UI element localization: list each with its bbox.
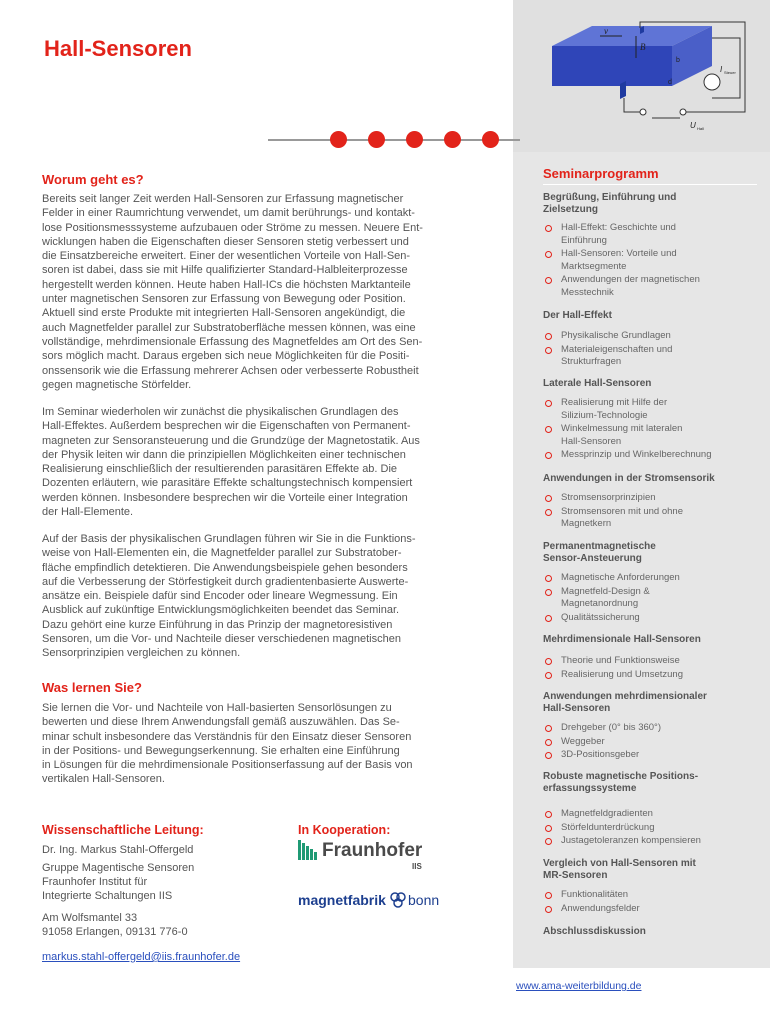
item-line: Physikalische Grundlagen — [561, 330, 671, 341]
text-line: lose Positionsmesssysteme aufzubauen oder Ströme zu messen. Neuere Ent- — [42, 221, 423, 234]
text-line: Hall-Effektes. Außerdem besprechen wir die Eigenschaften von Permanent- — [42, 420, 411, 433]
text-line: Dozenten erläutern, wie parasitäre Effekte schaltungstechnisch kompensiert — [42, 477, 413, 490]
program-item-list — [545, 397, 745, 463]
item-line: Qualitätssicherung — [561, 611, 640, 623]
item-line: Magnetkern — [561, 518, 612, 529]
program-section-heading — [543, 378, 743, 390]
fraunhofer-iis: IIS — [412, 862, 422, 871]
item-line: Realisierung und Umsetzung — [561, 668, 683, 680]
item-line: Realisierung mit Hilfe der — [561, 397, 668, 408]
item-line: Materialeigenschaften und — [561, 343, 673, 355]
text-line: Gruppe Magentische Sensoren — [42, 862, 195, 874]
program-section-heading — [543, 634, 743, 646]
text-line: die Einsatzbereiche erweitert. Einer der wesentlichen Vorteile von Hall-Sen- — [42, 250, 411, 263]
text-line: magneten zur Sensoransteuerung und die Grundzüge der Magnetostatik. Aus — [42, 434, 420, 447]
text-line: wicklungen haben die Eigenschaften dieser Sensoren stetig verbessert und — [42, 235, 409, 248]
program-item — [545, 655, 745, 668]
voltage-sub: Hall — [697, 126, 704, 131]
heading-line: Permanentmagnetische — [543, 541, 656, 552]
item-line: Stromsensoren mit und ohne — [561, 505, 683, 517]
paragraph-lernen — [42, 701, 482, 787]
kooperation-title: In Kooperation: — [298, 823, 391, 837]
text-line: Sensorprinzipien vergleichen zu können. — [42, 647, 241, 660]
text-line: fläche empfindlich detektieren. Die Anwendungsbeispiele gehen besonders — [42, 561, 408, 574]
program-section-heading — [543, 310, 743, 322]
text-line: weise von Hall-Elementen ein, die Magnetfelder parallel zur Substratober- — [42, 547, 402, 560]
text-line: Fraunhofer Institut für — [42, 876, 148, 888]
text-line: Ausblick auf zukünftige Entwicklungsmöglichkeiten beendet das Seminar. — [42, 604, 400, 617]
velocity-label: v — [604, 26, 608, 36]
item-line: Theorie und Funktionsweise — [561, 655, 680, 666]
paragraph-basis — [42, 532, 482, 661]
current-source — [704, 74, 720, 90]
contact-left — [620, 81, 626, 99]
program-item-list — [545, 889, 745, 916]
heading-line: Zielsetzung — [543, 204, 599, 215]
program-item — [545, 586, 745, 611]
bonn-wordmark: bonn — [408, 892, 440, 908]
program-section-heading — [543, 473, 743, 485]
program-item — [545, 274, 745, 299]
program-section-heading — [543, 926, 743, 938]
dot-5 — [482, 131, 499, 148]
item-line: Winkelmessung mit lateralen — [561, 423, 683, 434]
program-item — [545, 397, 745, 422]
heading-line: Robuste magnetische Positions- — [543, 771, 699, 782]
current-label: I — [720, 65, 723, 74]
sensor-plate-front — [552, 46, 672, 86]
d-dimension: d — [668, 79, 672, 86]
text-line: vollständige, mehrdimensionale Erfassung des Magnetfeldes am Ort des Sen- — [42, 335, 423, 348]
text-line: 91058 Erlangen, 09131 776-0 — [42, 926, 188, 938]
item-line: Magnetfeld-Design & — [561, 585, 650, 597]
text-line: werden können. Insbesondere besprechen wir die Vorteile einer Integration — [42, 491, 408, 504]
text-line: Auf der Basis der physikalischen Grundlagen führen wir Sie in die Funktions- — [42, 533, 416, 545]
text-line: auch Magnetfelder parallel zur Substratoberfläche messen können, was eine — [42, 321, 416, 334]
heading-line: Anwendungen in der Stromsensorik — [543, 473, 715, 484]
item-line: Anwendungen der magnetischen — [561, 274, 700, 285]
program-item — [545, 506, 745, 531]
heading-line: Vergleich von Hall-Sensoren mit — [543, 858, 696, 869]
text-line: Felder in einer Raumrichtung verwendet, um damit berührungs- und kontakt- — [42, 207, 415, 220]
item-line: Hall-Sensoren: Vorteile und — [561, 248, 677, 259]
text-line: Im Seminar wiederholen wir zunächst die physikalischen Grundlagen des — [42, 406, 399, 418]
text-line: gegen magnetische Störfelder. — [42, 378, 192, 391]
voltage-label: U — [690, 121, 696, 130]
program-item-list — [545, 492, 745, 532]
program-item — [545, 889, 745, 902]
dot-4 — [444, 131, 461, 148]
decorative-dots — [0, 128, 770, 152]
program-item-list — [545, 808, 745, 849]
item-line: Funktionalitäten — [561, 889, 629, 900]
item-line: Hall-Sensoren — [561, 435, 622, 447]
text-line: der Hall-Elemente. — [42, 506, 134, 519]
program-item — [545, 903, 745, 916]
paragraph-intro — [42, 192, 482, 392]
text-line: in der Positions- und Bewegungserkennung. Sie erhalten eine Einführung — [42, 744, 400, 757]
fraunhofer-wordmark: Fraunhofer — [322, 840, 423, 861]
item-line: Strukturfragen — [561, 356, 622, 367]
heading-line: Abschlussdiskussion — [543, 926, 646, 937]
program-item — [545, 330, 745, 343]
item-line: Marktsegmente — [561, 260, 627, 272]
text-line: hergestellt werden können. Heute haben Hall-ICs die höchsten Marktanteile — [42, 278, 411, 291]
text-line: Sensoren, um die Vor- und Nachteile dieser verschiedenen magnetischen — [42, 633, 401, 646]
text-line: unter magnetischen Sensoren zur Erfassung von Bewegung oder Position. — [42, 293, 406, 306]
b-field-label: B — [640, 42, 646, 52]
fraunhofer-logo — [298, 840, 428, 874]
heading-line: MR-Sensoren — [543, 870, 608, 881]
heading-line: Mehrdimensionale Hall-Sensoren — [543, 634, 701, 645]
magnet-knot-icon — [390, 892, 406, 908]
program-item — [545, 612, 745, 625]
program-item — [545, 572, 745, 585]
heading-line: Hall-Sensoren — [543, 703, 611, 714]
item-line: Magnetfeldgradienten — [561, 808, 653, 819]
program-section-heading — [543, 192, 743, 216]
text-line: Realisierung einschließlich der resultierenden parasitären Effekte ab. Die — [42, 463, 398, 476]
program-item — [545, 669, 745, 682]
text-line: bewerten und diese Ihrem Anwendungsfall gemäß auszuwählen. Das Se- — [42, 716, 400, 729]
program-title: Seminarprogramm — [543, 166, 659, 181]
text-line: der Physik leiten wir dann die prinzipiellen Möglichkeiten einer technischen — [42, 448, 406, 461]
text-line: Aktuell sind erste Produkte mit integrierten Hall-Sensoren angekündigt, die — [42, 307, 406, 320]
heading-line: Der Hall-Effekt — [543, 310, 612, 321]
heading-line: erfassungssysteme — [543, 783, 637, 794]
item-line: Messprinzip und Winkelberechnung — [561, 449, 712, 460]
hall-effect-diagram — [540, 18, 750, 136]
text-line: Integrierte Schaltungen IIS — [42, 890, 173, 902]
section-title-worum: Worum geht es? — [42, 172, 144, 187]
leitung-organization — [42, 861, 194, 903]
program-item — [545, 423, 745, 448]
program-section-heading — [543, 858, 743, 882]
item-line: Weggeber — [561, 735, 605, 747]
item-line: Silizium-Technologie — [561, 409, 648, 421]
text-line: minar schult insbesondere das Verständnis für den Einsatz dieser Sensoren — [42, 730, 412, 743]
page-title: Hall-Sensoren — [44, 36, 192, 61]
program-section-heading — [543, 691, 743, 715]
program-item — [545, 808, 745, 821]
item-line: Hall-Effekt: Geschichte und — [561, 222, 676, 233]
program-item — [545, 822, 745, 835]
program-item-list — [545, 655, 745, 682]
program-item — [545, 248, 745, 273]
magnetfabrik-logo — [298, 890, 448, 912]
program-section-heading — [543, 771, 743, 795]
program-item — [545, 492, 745, 505]
item-line: Störfeldunterdrückung — [561, 821, 655, 833]
text-line: Am Wolfsmantel 33 — [42, 912, 138, 924]
item-line: Stromsensorprinzipien — [561, 492, 656, 503]
current-sub: Steuer — [724, 70, 736, 75]
heading-line: Sensor-Ansteuerung — [543, 553, 642, 564]
item-line: Messtechnik — [561, 286, 614, 298]
paragraph-seminar — [42, 405, 482, 519]
item-line: Anwendungsfelder — [561, 902, 640, 914]
program-section-heading — [543, 541, 743, 565]
text-line: auf die Verbesserung der Störfestigkeit durch gradientenbasierte Auswerte- — [42, 575, 409, 588]
program-item — [545, 736, 745, 749]
text-line: soren ist dabei, dass sie mit Hilfe qualifizierter Standard-Halbleiterprozesse — [42, 264, 408, 277]
text-line: Dazu gehört eine kurze Einführung in das Prinzip der magnetoresistiven — [42, 618, 393, 631]
item-line: Magnetanordnung — [561, 598, 639, 609]
text-line: Sie lernen die Vor- und Nachteile von Hall-basierten Sensorlösungen zu — [42, 702, 392, 714]
program-item-list — [545, 222, 745, 300]
leitung-name: Dr. Ing. Markus Stahl-Offergeld — [42, 844, 194, 856]
heading-line: Anwendungen mehrdimensionaler — [543, 691, 707, 702]
heading-line: Begrüßung, Einführung und — [543, 192, 677, 203]
leitung-title: Wissenschaftliche Leitung: — [42, 823, 204, 837]
text-line: vertikalen Hall-Sensoren. — [42, 773, 165, 786]
fraunhofer-mark-icon — [298, 840, 318, 860]
section-title-lernen: Was lernen Sie? — [42, 680, 142, 695]
program-divider — [543, 184, 757, 185]
heading-line: Laterale Hall-Sensoren — [543, 378, 652, 389]
dot-2 — [368, 131, 385, 148]
dot-1 — [330, 131, 347, 148]
item-line: 3D-Positionsgeber — [561, 749, 640, 760]
program-item — [545, 722, 745, 735]
item-line: Magnetische Anforderungen — [561, 572, 680, 583]
program-item-list — [545, 330, 745, 370]
text-line: ansätze ein. Beispiele dafür sind Encoder oder lineare Wegmessung. Ein — [42, 590, 398, 603]
program-item-list — [545, 572, 745, 625]
item-line: Drehgeber (0° bis 360°) — [561, 722, 662, 733]
program-item — [545, 835, 745, 848]
program-item — [545, 222, 745, 247]
footer-url-link[interactable]: www.ama-weiterbildung.de — [516, 980, 642, 992]
program-item — [545, 344, 745, 369]
magnetfabrik-wordmark: magnetfabrik — [298, 892, 386, 908]
text-line: onssensorik wie die Erfassung mehrerer Achsen oder verbesserte Robustheit — [42, 364, 419, 377]
item-line: Einführung — [561, 234, 607, 246]
text-line: in Lösungen für die mehrdimensionale Positionserfassung auf der Basis von — [42, 759, 413, 772]
b-dimension: b — [676, 57, 680, 64]
dot-3 — [406, 131, 423, 148]
text-line: sors möglich macht. Daraus ergeben sich neue Möglichkeiten für die Positi- — [42, 350, 410, 363]
program-item-list — [545, 722, 745, 763]
program-item — [545, 449, 745, 462]
email-link[interactable]: markus.stahl-offergeld@iis.fraunhofer.de — [42, 951, 241, 963]
leitung-address — [42, 911, 188, 939]
text-line: Bereits seit langer Zeit werden Hall-Sensoren zur Erfassung magnetischer — [42, 193, 404, 205]
item-line: Justagetoleranzen kompensieren — [561, 835, 701, 846]
program-item — [545, 749, 745, 762]
